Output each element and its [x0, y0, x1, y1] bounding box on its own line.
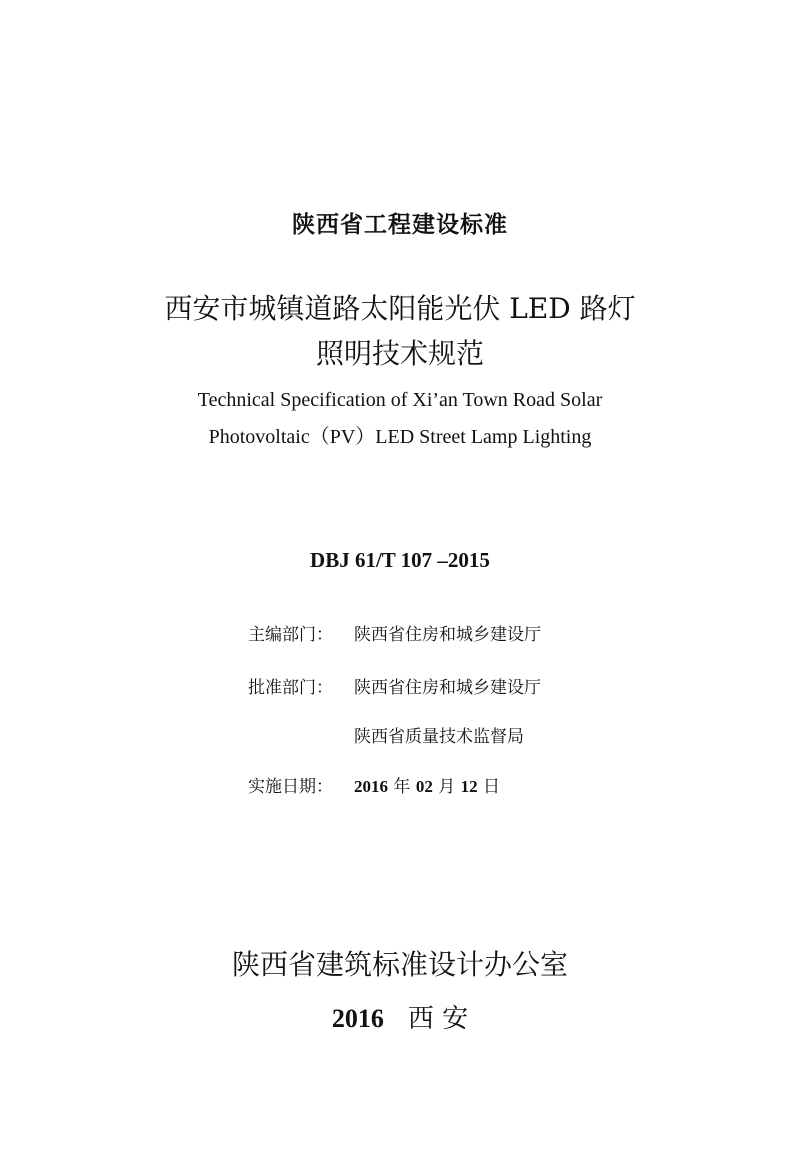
date-year: 2016	[354, 777, 388, 796]
standard-code: DBJ 61/T 107 –2015	[310, 548, 490, 572]
editor-label: 主编部门：	[248, 625, 333, 645]
effective-date-row	[248, 776, 500, 798]
date-year-unit: 年	[388, 777, 416, 797]
effective-date-label: 实施日期：	[248, 777, 333, 797]
approver-label: 批准部门：	[248, 678, 333, 698]
effective-date-value	[354, 776, 500, 798]
editor-row	[248, 624, 541, 646]
publication-city: 西 安	[407, 1004, 469, 1034]
title-chinese-line-1: 西安市城镇道路太阳能光伏 LED 路灯	[164, 292, 636, 325]
approver-row-2	[248, 726, 524, 748]
date-day: 12	[460, 777, 478, 796]
title-chinese-line-2: 照明技术规范	[315, 337, 484, 370]
date-month: 02	[415, 777, 433, 796]
approver-value-1: 陕西省住房和城乡建设厅	[354, 678, 541, 698]
publication-year: 2016	[331, 1004, 384, 1033]
approver-value-2: 陕西省质量技术监督局	[354, 727, 524, 747]
approver-row	[248, 677, 541, 699]
date-day-unit: 日	[477, 777, 501, 797]
title-english-line-2: Photovoltaic（PV）LED Street Lamp Lighting	[208, 426, 592, 448]
title-english-line-1: Technical Specification of Xi’an Town Road Solar	[197, 389, 603, 411]
editor-value: 陕西省住房和城乡建设厅	[354, 625, 541, 645]
publication-line	[0, 1002, 800, 1036]
standard-series: 陕西省工程建设标准	[292, 212, 508, 238]
publisher: 陕西省建筑标准设计办公室	[231, 948, 568, 981]
date-month-unit: 月	[432, 777, 461, 797]
